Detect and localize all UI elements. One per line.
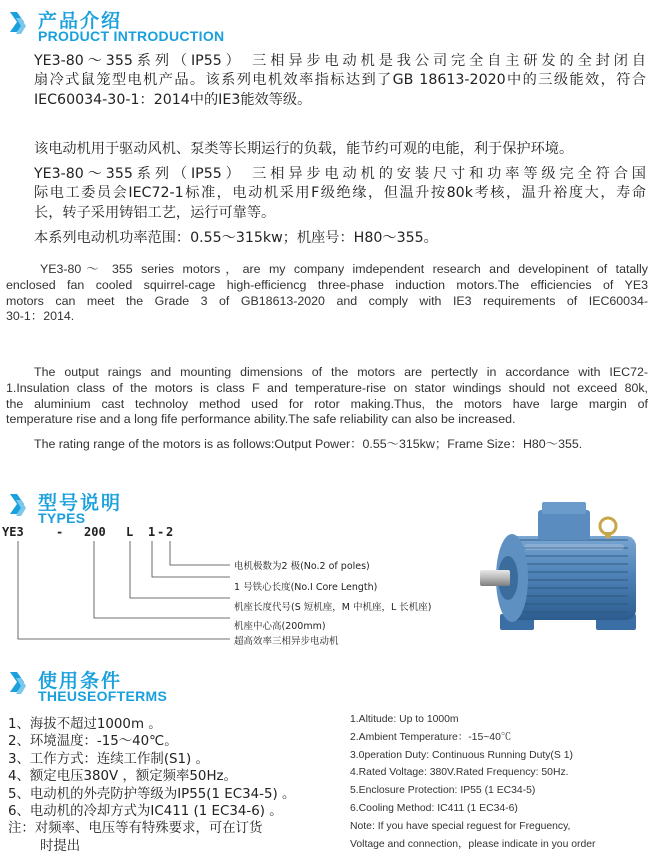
terms-item-cn: 3、工作方式：连续工作制(S1) 。	[8, 751, 209, 767]
types-title-en: TYPES	[38, 510, 86, 526]
terms-item-cn: 5、电动机的外壳防护等级为IP55(1 EC34-5) 。	[8, 786, 296, 802]
terms-note-en: Voltage and connection，please indicate in you order	[350, 838, 596, 850]
terms-title-cn: 使用条件	[38, 670, 123, 692]
terms-note-en: Note: If you have special reguest for Freguency,	[350, 820, 571, 832]
intro-cn-paragraph-2: 该电动机用于驱动风机、泵类等长期运行的负载，能节约可观的电能，利于保护环境。	[34, 141, 574, 157]
terms-list-en	[350, 711, 596, 853]
terms-item-en: 5.Enclosure Protection: IP55 (1 EC34-5)	[350, 785, 536, 797]
intro-en-paragraph-2: The output raings and mounting dimensions of the motors are pertectly in accordance with IEC72- 1.Insulation class of the motors is class F and temperature-rise on stator windings should not exceed 80k, the aluminium cast technoloy method used for rotor making.Thus, the motors have large margin of temperature rise and a long fife performance ability.The safe reliability can also be increased.	[6, 365, 648, 427]
type-code-dash: -	[56, 525, 64, 539]
terms-item-cn: 2、环境温度：-15～40℃。	[8, 734, 178, 750]
intro-en-paragraph-1: YE3-80～ 355 series motors，are my company imdependent research and developinent of tatally enclosed fan cooled squirrel-cage high-efficiencg three-phase induction motors.The efficiencies of YE3 motors can meet the Grade 3 of GB18613-2020 and comply with IE3 requirements of IEC60034- 30-1：2014.	[6, 262, 648, 324]
type-code-series: YE3	[2, 525, 24, 539]
chevron-icon	[8, 668, 32, 702]
chevron-icon	[8, 490, 32, 524]
type-code-length: L	[126, 525, 134, 539]
motor-image	[478, 496, 654, 644]
intro-title-en: PRODUCT INTRODUCTION	[38, 28, 225, 44]
terms-item-cn: 1、海拔不超过1000m 。	[8, 717, 162, 732]
intro-en-paragraph-3: The rating range of the motors is as follows:Output Power：0.55～315kw；Frame Size：H80～355.	[34, 437, 583, 451]
terms-list-cn	[8, 716, 295, 855]
terms-note-cn: 时提出	[40, 838, 81, 854]
chevron-icon	[8, 8, 32, 42]
intro-cn-paragraph-3: YE3-80～355系列（IP55） 三相异步电动机的安装尺寸和功率等级完全符合国 际电工委员会IEC72-1标准，电动机采用F级绝缘，但温升按80k考核，温升裕度大，寿命 长，转子采用铸铝工艺，运行可靠等。	[34, 166, 646, 221]
terms-item-en: 2.Ambient Temperature：-15~40℃	[350, 731, 512, 743]
terms-item-cn: 6、电动机的冷却方式为IC411 (1 EC34-6) 。	[8, 804, 283, 820]
type-code-diagram	[0, 525, 480, 660]
terms-item-cn: 4、额定电压380V ，额定频率50Hz。	[8, 769, 237, 785]
terms-title-en: THEUSEOFTERMS	[38, 688, 168, 704]
type-label-height: 机座中心高(200mm)	[234, 621, 326, 632]
terms-item-en: 4.Rated Voltage: 380V.Rated Frequency: 50Hz.	[350, 767, 569, 779]
terms-item-en: 3.0peration Duty: Continuous Running Duty(S 1)	[350, 749, 573, 761]
terms-item-en: 1.Altitude: Up to 1000m	[350, 714, 459, 725]
type-code-dash: -	[157, 525, 165, 539]
types-title-cn: 型号说明	[38, 492, 123, 514]
type-code-height: 200	[84, 525, 106, 539]
terms-item-en: 6.Cooling Method: IC411 (1 EC34-6)	[350, 802, 518, 814]
intro-cn-paragraph-4: 本系列电动机功率范围：0.55～315kw；机座号：H80～355。	[34, 230, 438, 246]
type-label-core: 1 号铁心长度(No.I Core Length)	[234, 582, 378, 593]
intro-title-cn: 产品介绍	[38, 10, 123, 32]
type-label-series: 超高效率三相异步电动机	[234, 636, 339, 647]
terms-note-cn: 注：对频率、电压等有特殊要求，可在订货	[8, 821, 263, 837]
type-code-core: 1	[148, 525, 156, 539]
type-label-poles: 电机极数为2 极(No.2 of poles)	[234, 561, 370, 572]
type-code-poles: 2	[166, 525, 174, 539]
type-label-length: 机座长度代号(S 短机座，M 中机座，L 长机座)	[234, 602, 432, 613]
intro-cn-paragraph-1: YE3-80～355系列（IP55） 三相异步电动机是我公司完全自主研发的全封闭自 扇冷式鼠笼型电机产品。该系列电机效率指标达到了GB 18613-2020中的三级能效，符合 IEC60034-30-1：2014中的IE3能效等级。	[34, 53, 646, 108]
